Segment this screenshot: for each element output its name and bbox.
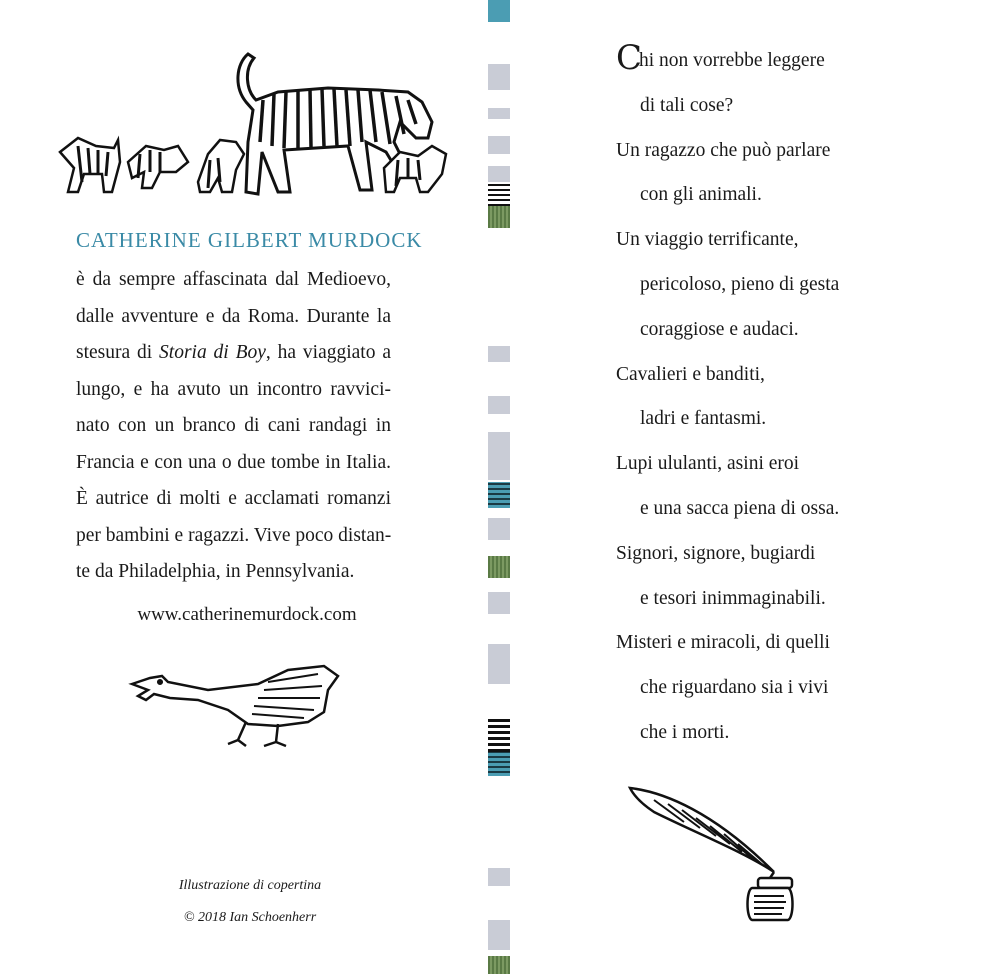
left-flap: [0, 0, 480, 974]
bio-line: lungo, e ha avuto un incontro ravvici-: [76, 378, 391, 400]
spine-teal-block: [488, 0, 510, 22]
bio-line: nato con un branco di cani randagi in: [76, 415, 391, 436]
poem-line: con gli animali.: [640, 184, 762, 206]
book-title: Storia di Boy: [159, 342, 266, 363]
bio-line: È autrice di molti e acclamati romanzi: [76, 488, 391, 509]
spine-green-block: [488, 956, 510, 974]
poem-line: e una sacca piena di ossa.: [640, 497, 840, 519]
spine-teal-block: [488, 482, 510, 508]
spine-gray-block: [488, 64, 510, 90]
spine-brick-pattern: [488, 182, 510, 206]
author-website-link[interactable]: www.catherinemurdock.com: [137, 604, 357, 625]
spine-gray-block: [488, 592, 510, 614]
bio-line: dalle avventure e da Roma. Durante la: [76, 305, 391, 327]
poem-line: di tali cose?: [640, 94, 734, 116]
poem-line: Chi non vorrebbe leggere: [616, 38, 825, 78]
author-bio: [76, 262, 391, 591]
spine-gray-block: [488, 396, 510, 414]
spine-gray-block: [488, 346, 510, 362]
spine-gray-block: [488, 166, 510, 182]
spine-green-block: [488, 556, 510, 578]
poem-line: Signori, signore, bugiardi: [616, 542, 816, 564]
spine-gray-block: [488, 136, 510, 154]
drop-cap: C: [616, 38, 643, 78]
spine-gray-block: [488, 518, 510, 540]
spine-teal-block: [488, 752, 510, 776]
spine-gray-block: [488, 644, 510, 684]
author-name: CATHERINE GILBERT MURDOCK: [76, 228, 423, 252]
poem-line: ladri e fantasmi.: [640, 408, 767, 430]
bio-line: stesura di Storia di Boy, ha viaggiato a: [76, 342, 391, 363]
bio-line: è da sempre affascinata dal Medioevo,: [76, 269, 391, 290]
poem-line: Misteri e miracoli, di quelli: [616, 632, 830, 654]
goose-illustration: [128, 660, 348, 752]
poem-line: Un ragazzo che può parlare: [616, 139, 831, 161]
spine-brick-pattern: [488, 716, 510, 752]
copyright-credit: © 2018 Ian Schoenherr: [183, 910, 317, 925]
poem-line: e tesori inimmaginabili.: [640, 587, 826, 609]
poem-line: Un viaggio terrificante,: [616, 229, 799, 251]
poem-line: pericoloso, pieno di gesta: [640, 273, 840, 295]
spine-green-block: [488, 206, 510, 228]
quill-and-inkwell-illustration: [624, 782, 794, 922]
poem-line: coraggiose e audaci.: [640, 318, 799, 340]
bio-line: Francia e con una o due tombe in Italia.: [76, 451, 391, 473]
spine-gray-block: [488, 108, 510, 119]
spine-gray-block: [488, 920, 510, 950]
poem-line: che i morti.: [640, 721, 730, 743]
bio-line: per bambini e ragazzi. Vive poco distan-: [76, 524, 392, 546]
poem-line: Lupi ululanti, asini eroi: [616, 453, 800, 475]
spine-gray-block: [488, 868, 510, 886]
poem-line: che riguardano sia i vivi: [640, 677, 829, 699]
spine-gray-block: [488, 432, 510, 480]
blurb-poem: [616, 38, 839, 756]
cover-illustration-credit: Illustrazione di copertina: [178, 878, 322, 893]
dogs-illustration: [48, 42, 453, 202]
poem-line: Cavalieri e banditi,: [616, 363, 765, 385]
spine-strip: [488, 0, 512, 974]
bio-line: te da Philadelphia, in Pennsylvania.: [76, 561, 355, 582]
